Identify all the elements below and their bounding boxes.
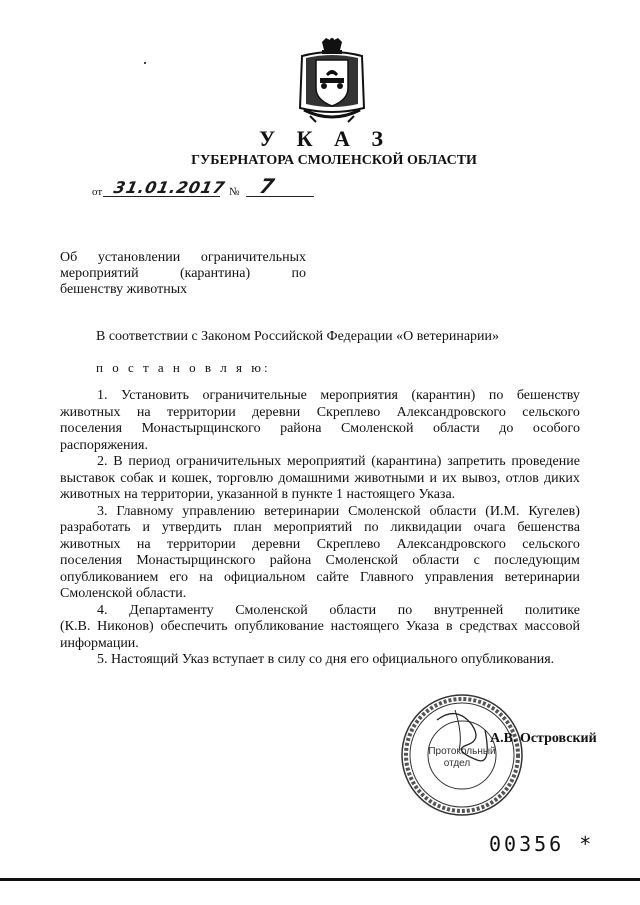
stamp-center-text-1: Протокольный <box>428 746 496 757</box>
heading-line <box>60 266 306 282</box>
stamp-center-text-2: отдел <box>443 758 471 769</box>
number-prefix: № <box>229 186 240 198</box>
document-heading <box>60 250 306 298</box>
item-line: Смоленской области. <box>60 586 187 601</box>
bottom-border-line <box>0 878 640 881</box>
decree-items <box>60 388 580 669</box>
item-line: 5. Настоящий Указ вступает в силу со дня его официального опубликования. <box>97 652 555 667</box>
heading-word: установлении <box>97 250 181 265</box>
decree-item-2 <box>60 454 580 504</box>
heading-word: бешенству животных <box>60 282 188 297</box>
item-line: опубликованием его на официальном сайте Главного управления ветеринарии <box>60 569 580 585</box>
document-title: У К А З <box>258 126 392 151</box>
legal-basis-text: В соответствии с Законом Российской Федерации «О ветеринарии» <box>96 329 500 344</box>
item-line: информации. <box>60 635 139 651</box>
date-number-line <box>92 174 322 200</box>
decree-word: п о с т а н о в л я ю: <box>96 360 271 375</box>
heading-line <box>60 250 306 266</box>
item-line: 4. Департаменту Смоленской области по внутренней политике <box>97 602 580 618</box>
scan-speck <box>144 62 146 64</box>
heading-word: ограничительных <box>200 250 306 265</box>
handwritten-number: 7 <box>257 174 277 198</box>
item-line: поселения Монастырщинского района Смоленской области с последующим <box>60 553 580 568</box>
item-line: животных на территории, указанной в пункте 1 настоящего Указа. <box>60 487 456 502</box>
item-line: (К.В. Никонов) обеспечить опубликование настоящего Указа в средствах массовой <box>60 619 580 634</box>
heading-word: по <box>291 266 306 281</box>
decree-item-5 <box>60 652 580 669</box>
item-line: выставок собак и кошек, торговлю домашними животными и их вывоз, отлов диких <box>60 470 580 486</box>
heading-line <box>60 282 306 298</box>
item-line: распоряжения. <box>60 437 148 453</box>
item-line: разработать и утвердить план мероприятий по ликвидации очага бешенства <box>60 520 580 535</box>
serial-number: 00356 * <box>489 832 595 856</box>
item-line: поселения Монастырщинского района Смоленской области до особого <box>60 421 580 436</box>
item-line: животных на территории деревни Скреплево Александровского сельского <box>60 536 580 552</box>
signature-stamp-area <box>397 690 527 820</box>
item-line: 2. В период ограничительных мероприятий (карантина) запретить проведение <box>97 454 580 469</box>
date-prefix: от <box>92 186 103 198</box>
handwritten-date: 31.01.2017 <box>111 178 228 197</box>
official-seal-stamp <box>397 690 527 820</box>
decree-item-1 <box>60 388 580 454</box>
heading-word: (карантина) <box>179 266 251 281</box>
signer-name: А.В. Островский <box>490 731 597 746</box>
item-line: 3. Главному управлению ветеринарии Смоленской области (И.М. Кугелев) <box>97 503 580 519</box>
heading-word: Об <box>60 250 78 265</box>
decree-item-4 <box>60 603 580 653</box>
smolensk-coat-of-arms-emblem <box>296 38 368 124</box>
heading-word: мероприятий <box>60 266 139 281</box>
item-line: 1. Установить ограничительные мероприятия (карантин) по бешенству <box>97 388 580 403</box>
item-line: животных на территории деревни Скреплево Александровского сельского <box>60 404 580 420</box>
document-subtitle: ГУБЕРНАТОРА СМОЛЕНСКОЙ ОБЛАСТИ <box>191 153 477 168</box>
number-underline <box>246 196 314 197</box>
decree-item-3 <box>60 504 580 603</box>
